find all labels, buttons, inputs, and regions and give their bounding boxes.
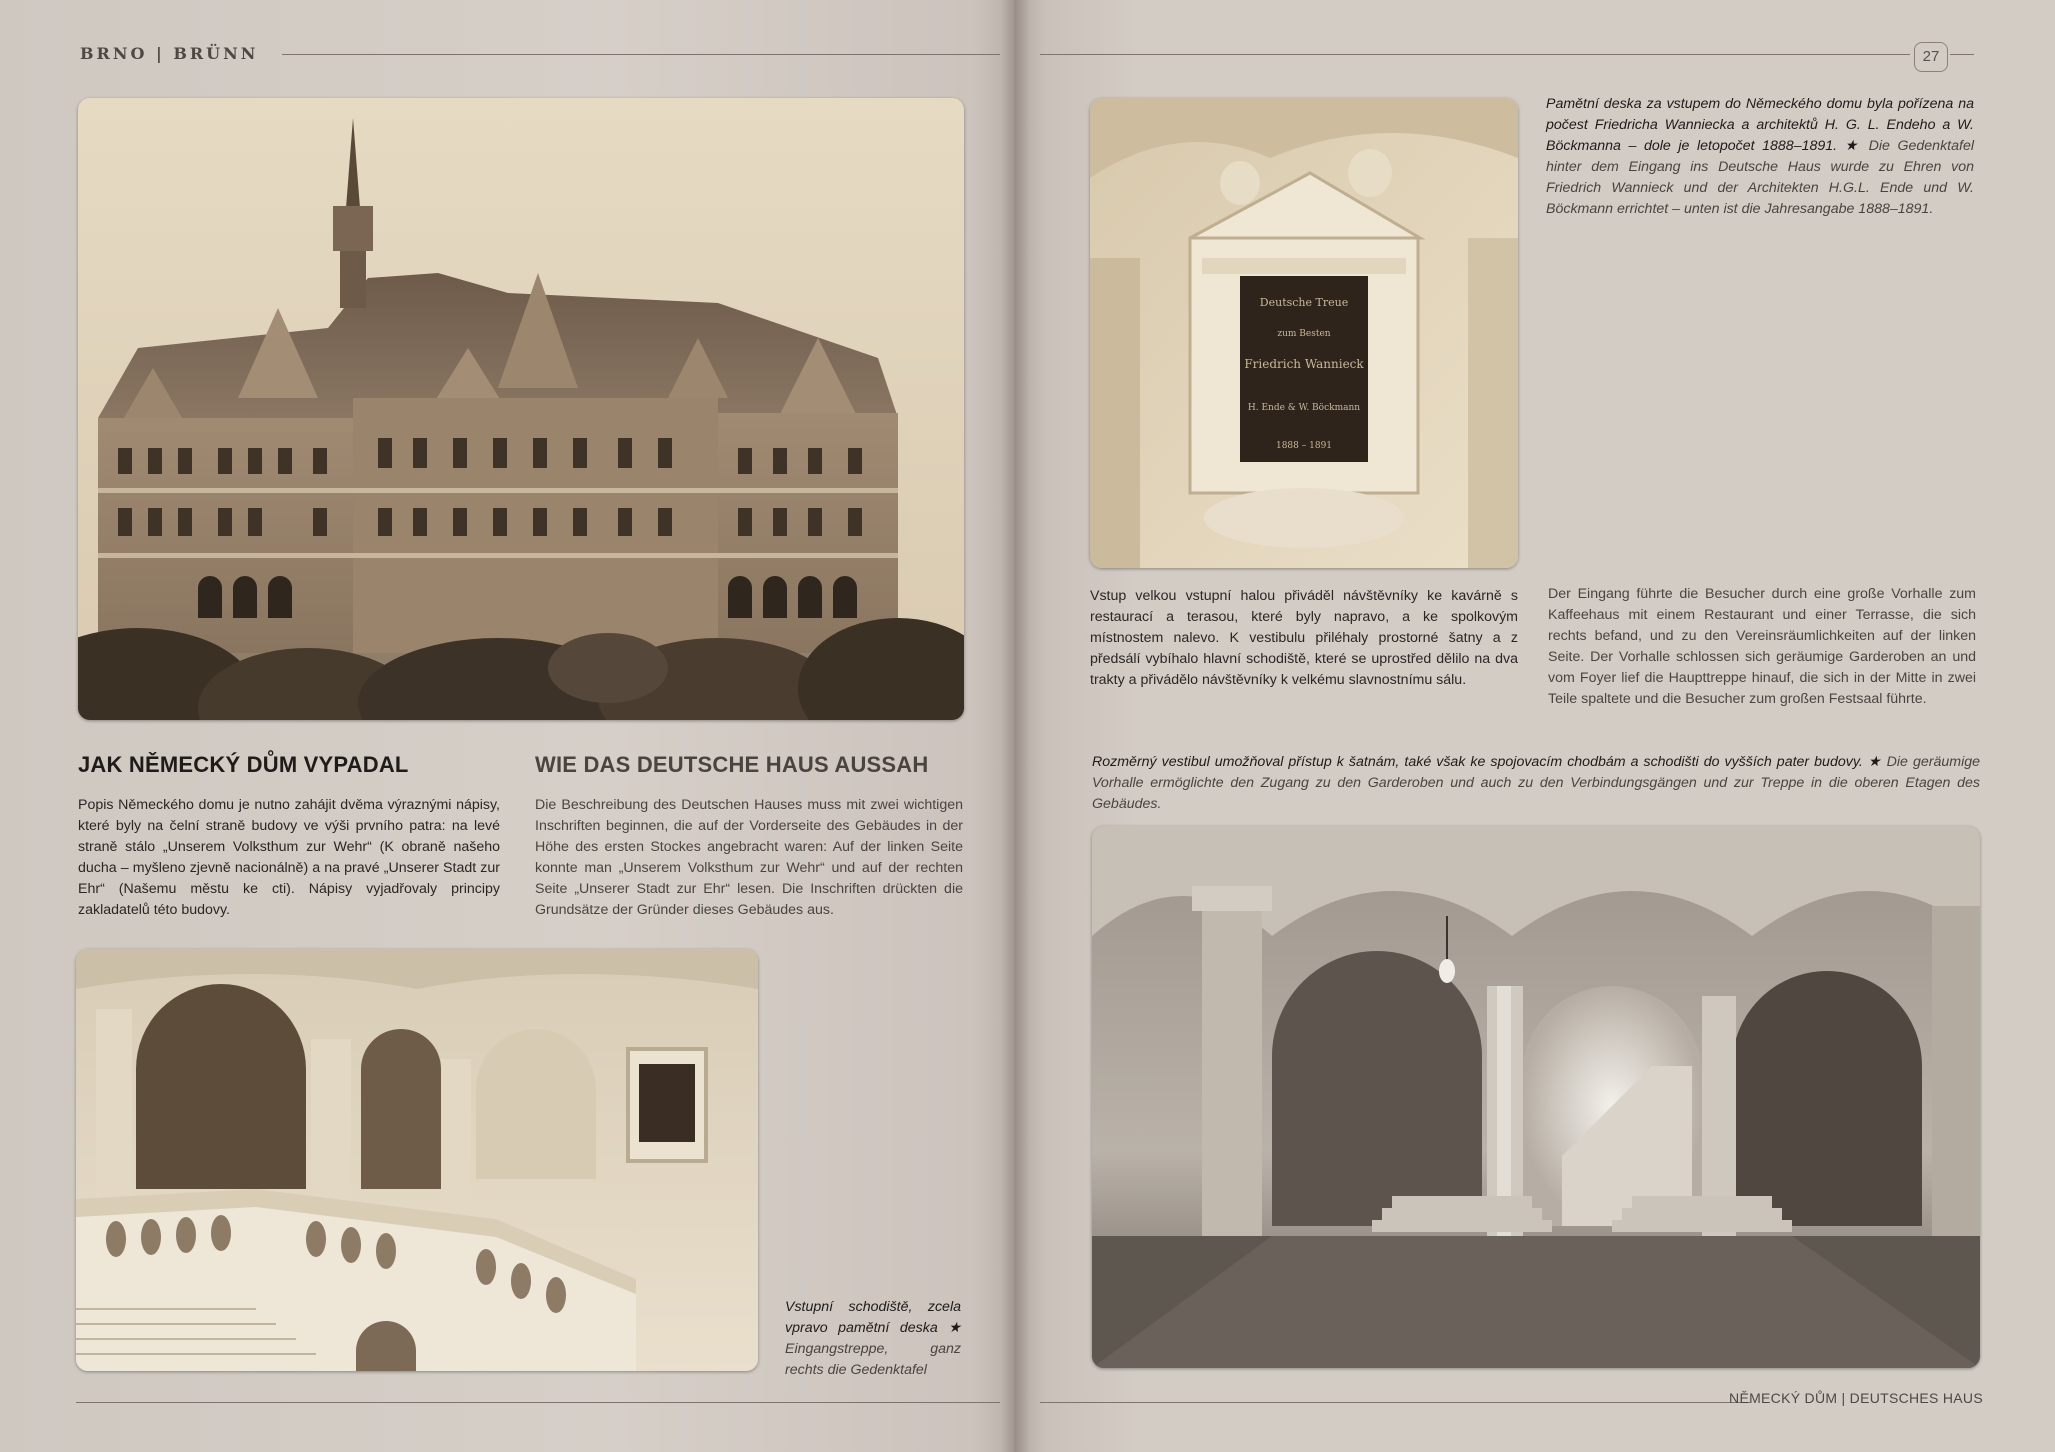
- staircase-photo: [76, 949, 758, 1371]
- heading-czech: JAK NĚMECKÝ DŮM VYPADAL: [78, 752, 409, 777]
- memorial-plaque-photo: [1090, 98, 1518, 568]
- header-rule-right: [1040, 54, 1910, 55]
- plaque-line-4: H. Ende & W. Böckmann: [1247, 403, 1361, 413]
- running-foot: NĚMECKÝ DŮM | DEUTSCHES HAUS: [1729, 1390, 1983, 1406]
- plaque-line-1: Deutsche Treue: [1259, 296, 1349, 309]
- vestibule-caption: [1092, 752, 1980, 815]
- running-head-brand: BRNO | BRÜNN: [80, 44, 259, 63]
- building-exterior-photo: [78, 98, 964, 720]
- vestibule-caption-german: Die geräumige Vorhalle ermöglichte den Zugang zu den Garderoben und auch zu den Verbindungsgängen und zur Treppe in die oberen Etagen des Gebäudes.: [1092, 754, 1980, 812]
- page-gutter: [1000, 0, 1030, 1452]
- plaque-caption: [1546, 94, 1974, 220]
- vestibule-photo: [1092, 826, 1980, 1368]
- staircase-caption: [785, 1297, 961, 1381]
- plaque-line-3: Friedrich Wannieck: [1244, 357, 1364, 371]
- body-text-czech: Popis Německého domu je nutno zahájit dvěma výraznými nápisy, které byly na čelní straně budovy ve výši prvního patra: na levé straně stálo „Unserem Volksthum zur Wehr“ (K obraně našeho ducha – myšleno zjevně nacionálně) a na pravé „Unserer Stadt zur Ehr“ (Našemu městu ke cti). Nápisy vyjadřovaly principy zakladatelů této budovy.: [78, 797, 500, 918]
- footer-rule-left: [76, 1402, 1000, 1403]
- header-rule-tail: [1950, 54, 1974, 55]
- plaque-caption-german: Die Gedenktafel hinter dem Eingang ins Deutsche Haus wurde zu Ehren von Friedrich Wannieck und der Architekten H.G.L. Ende und W. Böckmann errichtet – unten ist die Jahresangabe 1888–1891.: [1546, 138, 1974, 217]
- page-number: 27: [1914, 42, 1948, 72]
- vestibule-caption-czech: Rozměrný vestibul umožňoval přístup k šatnám, také však ke spojovacím chodbám a schodišti do vyšších pater budovy. ★: [1092, 754, 1882, 770]
- staircase-caption-czech: Vstupní schodiště, zcela vpravo pamětní deska ★: [785, 1299, 961, 1336]
- right-body-text-german: Der Eingang führte die Besucher durch eine große Vorhalle zum Kaffeehaus mit einem Restaurant und einer Terrasse, die sich rechts befand, und zu den Vereinsräumlichkeiten auf der linken Seite. Der Vorhalle schlossen sich geräumige Garderoben an und vom Foyer lief die Haupttreppe hinauf, die sich in der Mitte in zwei Teile spaltete und die Besucher zum großen Festsaal führte.: [1548, 586, 1976, 707]
- plaque-caption-czech: Pamětní deska za vstupem do Německého domu byla pořízena na počest Friedricha Wanniecka a architektů H. G. L. Endeho a W. Böckmanna – dole je letopočet 1888–1891. ★: [1546, 96, 1974, 154]
- plaque-line-2: zum Besten: [1277, 329, 1331, 339]
- staircase-caption-german: Eingangstreppe, ganz rechts die Gedenktafel: [785, 1341, 961, 1378]
- header-rule-left: [282, 54, 1000, 55]
- plaque-line-5: 1888 – 1891: [1275, 441, 1333, 451]
- body-text-german: Die Beschreibung des Deutschen Hauses muss mit zwei wichtigen Inschriften beginnen, die auf der Vorderseite des Gebäudes in der Höhe des ersten Stockes angebracht waren: Auf der linken Seite konnte man „Unserem Volksthum zur Wehr“ und auf der rechten Seite „Unserer Stadt zur Ehr“ lesen. Die Inschriften drückten die Grundsätze der Gründer dieses Gebäudes aus.: [535, 797, 963, 918]
- footer-rule-right: [1040, 1402, 1750, 1403]
- heading-german: WIE DAS DEUTSCHE HAUS AUSSAH: [535, 752, 929, 777]
- right-body-text-czech: Vstup velkou vstupní halou přiváděl návštěvníky ke kavárně s restaurací a terasou, které byly napravo, a ke spolkovým místnostem nalevo. K vestibulu přiléhaly prostorné šatny a z předsálí vybíhalo hlavní schodiště, které se uprostřed dělilo na dva trakty a přivádělo návštěvníky k velkému slavnostnímu sálu.: [1090, 588, 1518, 688]
